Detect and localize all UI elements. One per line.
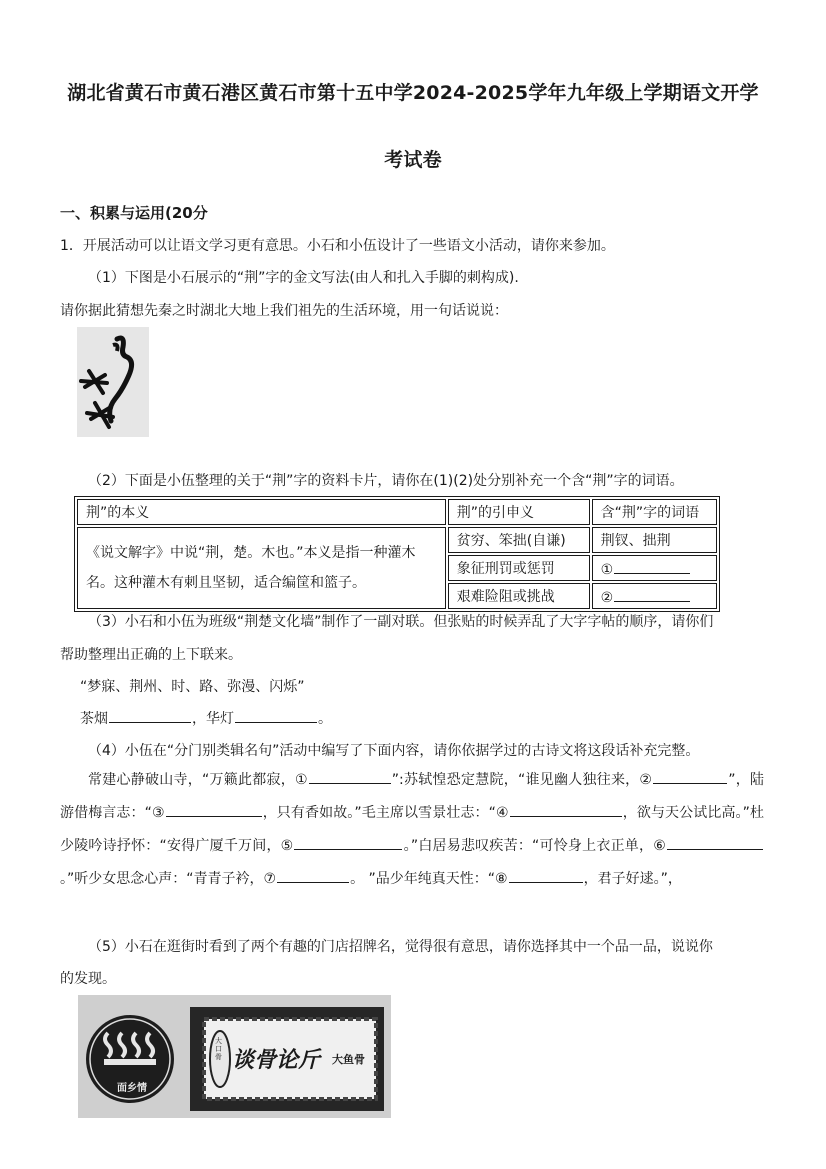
card-blank-1-label: ① (600, 561, 614, 578)
part-4-paragraph (60, 764, 764, 896)
sign-right-vertical: 大口骨 (215, 1037, 222, 1061)
poem-blank-4[interactable] (510, 802, 622, 817)
part-3-line2: 帮助整理出正确的上下联来。 (60, 647, 242, 663)
sign-left-text: 面乡情 (117, 1083, 147, 1094)
part-3-line1: （3）小石和小伍为班级“荆楚文化墙”制作了一副对联。但张贴的时候弄乱了大字字帖的顺序，请你们 (88, 614, 714, 630)
part-1-line: （1）下图是小石展示的“荆”字的金文写法(由人和扎入手脚的刺构成). (88, 270, 519, 286)
poem-seg-3: ”，陆游借梅言志：“③ (60, 772, 764, 821)
poem-blank-2[interactable] (653, 769, 727, 784)
poem-seg-7: 。”听少女思念心声：“青青子衿，⑦ (60, 871, 277, 887)
sign-right-text: 谈骨论斤 (232, 1048, 321, 1073)
card-blank-2[interactable] (614, 587, 690, 602)
poem-seg-1: 常建心静破山寺，“万籁此都寂，① (88, 772, 308, 788)
card-blank-1[interactable] (614, 559, 690, 574)
sign-right-small: 大鱼骨 (332, 1053, 365, 1066)
jing-glyph-icon (77, 327, 149, 437)
poem-blank-8[interactable] (509, 868, 583, 883)
couplet-blank-1[interactable] (109, 708, 191, 723)
part-2-line: （2）下面是小伍整理的关于“荆”字的资料卡片，请你在(1)(2)处分别补充一个含“荆”字的词语。 (88, 473, 684, 489)
card-head-extended: 荆”的引申义 (448, 499, 590, 525)
poem-seg-9: ，君子好逑。”， (583, 871, 682, 887)
card-head-original: 荆”的本义 (77, 499, 446, 525)
jing-bronze-script-image (77, 327, 149, 437)
poem-seg-6: 。”白居易悲叹疾苦：“可怜身上衣正单，⑥ (403, 838, 666, 854)
poem-blank-3[interactable] (166, 802, 262, 817)
jing-info-card (74, 496, 720, 612)
couplet-answer-line (80, 708, 332, 728)
card-meaning-2: 象征刑罚或惩罚 (448, 555, 590, 581)
poem-seg-2: ”:苏轼惶恐定慧院，“谁见幽人独往来，② (391, 772, 653, 788)
section-heading: 一、积累与运用(20分 (60, 204, 208, 222)
card-words-1: 荆钗、拙荆 (592, 527, 717, 553)
exam-title-line2: 考试卷 (384, 149, 442, 171)
poem-blank-6[interactable] (667, 835, 763, 850)
card-blank-2-label: ② (600, 589, 614, 606)
part-4-line: （4）小伍在“分门别类辑名句”活动中编写了下面内容，请你依据学过的古诗文将这段话补充完整。 (88, 743, 700, 759)
part-1-ask: 请你据此猜想先秦之时湖北大地上我们祖先的生活环境，用一句话说说： (60, 303, 508, 319)
poem-blank-7[interactable] (277, 868, 349, 883)
couplet-a-label: 茶烟 (80, 711, 108, 727)
card-head-words: 含“荆”字的词语 (592, 499, 717, 525)
part-5-line2: 的发现。 (60, 971, 116, 987)
poem-seg-4: ，只有香如故。”毛主席以雪景壮志：“④ (262, 805, 509, 821)
shop-signs-photo (78, 995, 391, 1118)
part-3-words: “梦寐、荆州、时、路、弥漫、闪烁” (80, 679, 305, 695)
card-meaning-1: 贫穷、笨拙(自谦) (448, 527, 590, 553)
exam-title-line1: 湖北省黄石市黄石港区黄石市第十五中学2024-2025学年九年级上学期语文开学 (67, 82, 759, 104)
card-blank-2-cell (592, 583, 717, 609)
couplet-blank-2[interactable] (235, 708, 317, 723)
card-blank-1-cell (592, 555, 717, 581)
poem-blank-1[interactable] (309, 769, 391, 784)
question-1-intro: 1．开展活动可以让语文学习更有意思。小石和小伍设计了一些语文小活动，请你来参加。 (60, 238, 615, 254)
couplet-end: 。 (318, 711, 332, 727)
poem-seg-8: 。 ”品少年纯真天性：“⑧ (350, 871, 508, 887)
card-meaning-3: 艰难险阻或挑战 (448, 583, 590, 609)
poem-blank-5[interactable] (294, 835, 402, 850)
poem-seg-5: ，欲与天公试比高。”杜少陵吟诗抒怀：“安得广厦千万间，⑤ (60, 805, 764, 854)
couplet-b-label: ，华灯 (192, 711, 234, 727)
card-definition: 《说文解字》中说“荆，楚。木也。”本义是指一种灌木名。这种灌木有刺且坚韧，适合编筐和篮子。 (77, 527, 446, 609)
part-5-line1: （5）小石在逛街时看到了两个有趣的门店招牌名，觉得很有意思，请你选择其中一个品一品，说说你 (88, 939, 713, 955)
